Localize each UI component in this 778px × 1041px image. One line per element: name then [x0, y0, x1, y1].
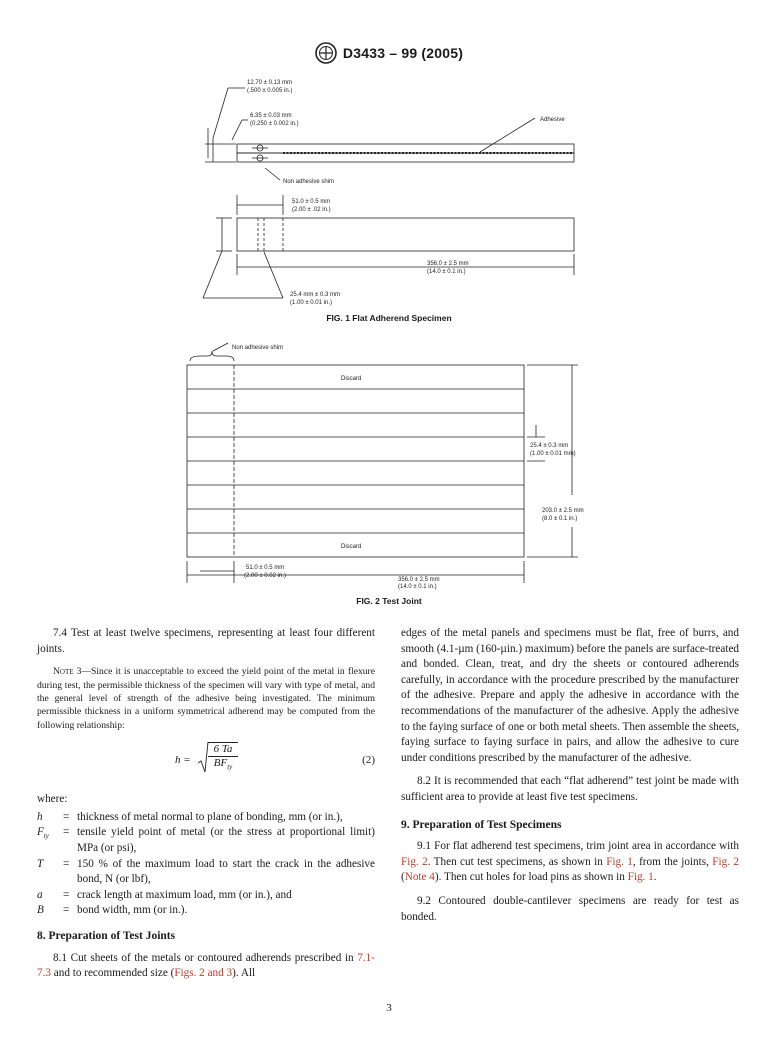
eq-denominator: BF	[213, 757, 228, 770]
note-3-text: —Since it is unacceptable to exceed the yield point of the metal in flexure during test, the permissible thickness of the specimen will vary with type of metal, and the general level of strength of the adhesive being investigated. The minimum permissible thickness in a uniform symmetrical adherend may be computed from the following relationship:	[37, 666, 376, 731]
para-9-1: 9.1 For flat adherend test specimens, trim joint area in accordance with Fig. 2. Then cut test specimens, as shown in Fig. 1, from the joints, Fig. 2 (Note 4). Then cut holes for load pins as shown in Fig. 1.	[401, 840, 739, 884]
eq-numerator: 6 Ta	[208, 743, 238, 757]
section-9-heading: 9. Preparation of Test Specimens	[401, 818, 562, 831]
fig1-dim-356-in: (14.0 ± 0.1 in.)	[427, 269, 466, 275]
eq-denominator-sub: ty	[227, 763, 233, 772]
fig1-dim-hole-in: (0.250 ± 0.002 in.)	[250, 121, 299, 127]
link-note-4[interactable]: Note 4	[404, 871, 435, 884]
fig2-dim-356-in: (14.0 ± 0.1 in.)	[398, 584, 437, 590]
para-8-2: 8.2 It is recommended that each “flat adherend” test joint be made with sufficient area to provide at least five test specimens.	[401, 775, 739, 803]
para-8-1-continued: edges of the metal panels and specimens must be flat, free of burrs, and smooth (4.1-µm (160-µin.) maximum) before the panels are surface-treated and bonded. Clean, treat, and dry the sheets or contoured adherends carefully, in accordance with the procedure prescribed by the manufacturer of the adhesive. Prepare and apply the adhesive in accordance with the recommendations of the manufacturer of the adhesive. Apply the adhesive to the faying surface of one or both metal sheets. Then assemble the sheets, faying surface to faying surface in pairs, and allow the adhesive to cure under conditions prescribed by the manufacturer of the adhesive.	[401, 627, 739, 764]
var-fty: $F_{ty}$ = tensile yield point of metal (or the stress at proportional limit) MPa (or psi),	[37, 826, 375, 854]
fig2-dim-356-mm: 356.0 ± 2.5 mm	[398, 577, 440, 583]
link-fig-1[interactable]: Fig. 1	[606, 855, 633, 868]
note-3	[37, 665, 375, 732]
link-fig-1-b[interactable]: Fig. 1	[627, 871, 654, 884]
document-header	[0, 42, 778, 67]
note-3-label: Note 3	[53, 666, 82, 678]
page-number: 3	[386, 1002, 392, 1014]
fig1-dim-51-in: (2.00 ± .02 in.)	[292, 207, 331, 213]
link-fig-2[interactable]: Fig. 2	[401, 855, 428, 868]
astm-logo-icon	[315, 42, 337, 67]
fig1-dim-top-mm: 12.70 ± 0.13 mm	[247, 80, 292, 86]
link-figs-2-3[interactable]: Figs. 2 and 3	[174, 967, 233, 980]
fig1-dim-25-in: (1.00 ± 0.01 in.)	[290, 300, 332, 306]
fig1-dim-356-mm: 356.0 ± 2.5 mm	[427, 261, 469, 267]
figure-1-caption: FIG. 1 Flat Adherend Specimen	[326, 313, 452, 323]
where-label: where:	[37, 793, 68, 806]
fig1-adhesive-label: Adhesive	[540, 117, 565, 123]
fig2-dim-51-in: (2.00 ± 0.02 in.)	[244, 573, 286, 579]
fig2-dim-25-mm: 25.4 ± 0.3 mm	[530, 443, 569, 449]
para-8-1: 8.1 Cut sheets of the metals or contoured adherends prescribed in 7.1-7.3 and to recommended size (Figs. 2 and 3). All	[37, 951, 375, 980]
fig2-shim-label: Non adhesive shim	[232, 345, 284, 351]
figure-2-caption: FIG. 2 Test Joint	[356, 596, 422, 606]
figure-1-drawing	[0, 70, 778, 315]
para-9-2: 9.2 Contoured double-cantilever specimens are ready for test as bonded.	[401, 894, 739, 923]
fig2-dim-51-mm: 51.0 ± 0.5 mm	[246, 565, 285, 571]
document-designation: D3433 – 99 (2005)	[342, 45, 464, 62]
section-8-heading: 8. Preparation of Test Joints	[37, 929, 176, 942]
fig1-shim-label: Non adhesive shim	[283, 179, 335, 185]
upper-adherend	[237, 144, 574, 153]
link-fig-2-b[interactable]: Fig. 2	[712, 855, 739, 868]
lower-adherend	[237, 153, 574, 162]
figure-2-drawing	[0, 335, 778, 595]
link-7-1-7-3[interactable]: 7.1-7.3	[37, 951, 375, 980]
fig2-discard-top: Discard	[341, 376, 362, 382]
var-t: T = 150 % of the maximum load to start the crack in the adhesive bond, N (or lbf),	[37, 857, 375, 886]
right-column	[401, 626, 739, 925]
var-a: a = crack length at maximum load, mm (or in.), and	[37, 888, 292, 901]
variable-list	[37, 810, 375, 919]
para-7-4: 7.4 Test at least twelve specimens, representing at least four different joints.	[37, 627, 375, 655]
fig1-dim-25-mm: 25.4 mm ± 0.3 mm	[290, 292, 340, 298]
fig2-dim-203-in: (8.0 ± 0.1 in.)	[542, 516, 578, 522]
left-column	[37, 626, 375, 982]
fig2-dim-25-in: (1.00 ± 0.01 mm)	[530, 451, 576, 457]
var-b: B = bond width, mm (or in.).	[37, 904, 188, 917]
equation-2	[37, 738, 375, 782]
fig1-dim-51-mm: 51.0 ± 0.5 mm	[292, 199, 331, 205]
fig2-dim-203-mm: 203.0 ± 2.5 mm	[542, 508, 584, 514]
var-h: h = thickness of metal normal to plane of bonding, mm (or in.),	[37, 810, 343, 823]
fig2-discard-bottom: Discard	[341, 544, 362, 550]
fig1-dim-top-in: (.500 ± 0.005 in.)	[247, 88, 293, 94]
eq-lhs: h =	[175, 754, 191, 767]
fig1-dim-hole-mm: 6.35 ± 0.03 mm	[250, 113, 292, 119]
eq-number: (2)	[362, 754, 375, 767]
